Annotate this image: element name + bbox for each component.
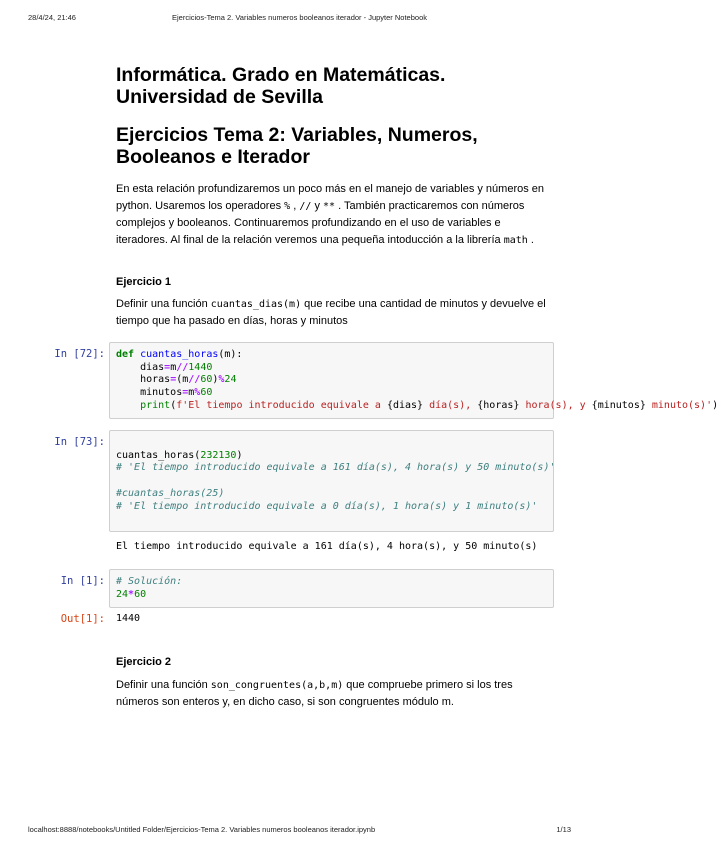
exercise-1-heading: Ejercicio 1: [116, 276, 172, 288]
print-url: localhost:8888/notebooks/Untitled Folder/Ejercicios-Tema 2. Variables numeros booleanos iterador.ipynb: [28, 825, 376, 834]
exercise-2-heading: Ejercicio 2: [116, 656, 172, 668]
exercise-2-description: Definir una función son_congruentes(a,b,m) que compruebe primero si los tres números son enteros y, en dicho caso, si son congruentes módulo m.: [116, 679, 513, 708]
math-library: math: [503, 235, 528, 246]
course-title-line1: Informática. Grado en Matemáticas.: [116, 64, 446, 86]
input-prompt-72: In [72]:: [54, 348, 105, 360]
pow-operator: **: [323, 201, 336, 212]
print-page-title: Ejercicios-Tema 2. Variables numeros booleanos iterador - Jupyter Notebook: [172, 13, 427, 22]
code-cell-73[interactable]: cuantas_horas(232130) # 'El tiempo introducido equivale a 161 día(s), 4 hora(s) y 50 minuto(s)' #cuantas_horas(25) # 'El tiempo introducido equivale a 0 día(s), 1 hora(s) y 1 minuto(s)': [109, 430, 554, 532]
output-1: 1440: [116, 613, 141, 624]
topic-title-line1: Ejercicios Tema 2: Variables, Numeros,: [116, 124, 478, 146]
mod-operator: %: [284, 201, 291, 212]
output-prompt-1: Out[1]:: [60, 613, 105, 625]
print-datetime: 28/4/24, 21:46: [28, 13, 76, 22]
intro-paragraph: En esta relación profundizaremos un poco más en el manejo de variables y números en python. Usaremos los operadores % , // y ** . También practicaremos con números complejos y booleanos. Continuaremos profundizando en el uso de variables e iteradores. Al final de la relación veremos una pequeña intoducción a la librería math .: [116, 183, 545, 246]
print-page-number: 1/13: [556, 825, 571, 834]
function-name-code: cuantas_dias(m): [210, 299, 302, 310]
input-prompt-1: In [1]:: [60, 575, 105, 587]
code-cell-72[interactable]: def cuantas_horas(m): dias=m//1440 horas=(m//60)%24 minutos=m%60 print(f'El tiempo introducido equivale a {dias} día(s), {horas} hora(s), y {minutos} minuto(s)'): [109, 342, 554, 419]
function-name-code: son_congruentes(a,b,m): [210, 680, 344, 691]
course-title-line2: Universidad de Sevilla: [116, 86, 324, 108]
exercise-1-description: Definir una función cuantas_dias(m) que recibe una cantidad de minutos y devuelve el tiempo que ha pasado en días, horas y minutos: [116, 298, 546, 327]
topic-title-line2: Booleanos e Iterador: [116, 146, 310, 168]
input-prompt-73: In [73]:: [54, 436, 105, 448]
code-cell-1[interactable]: # Solución: 24*60: [109, 569, 554, 608]
output-73: El tiempo introducido equivale a 161 día(s), 4 hora(s), y 50 minuto(s): [116, 541, 538, 552]
floordiv-operator: //: [299, 201, 312, 212]
